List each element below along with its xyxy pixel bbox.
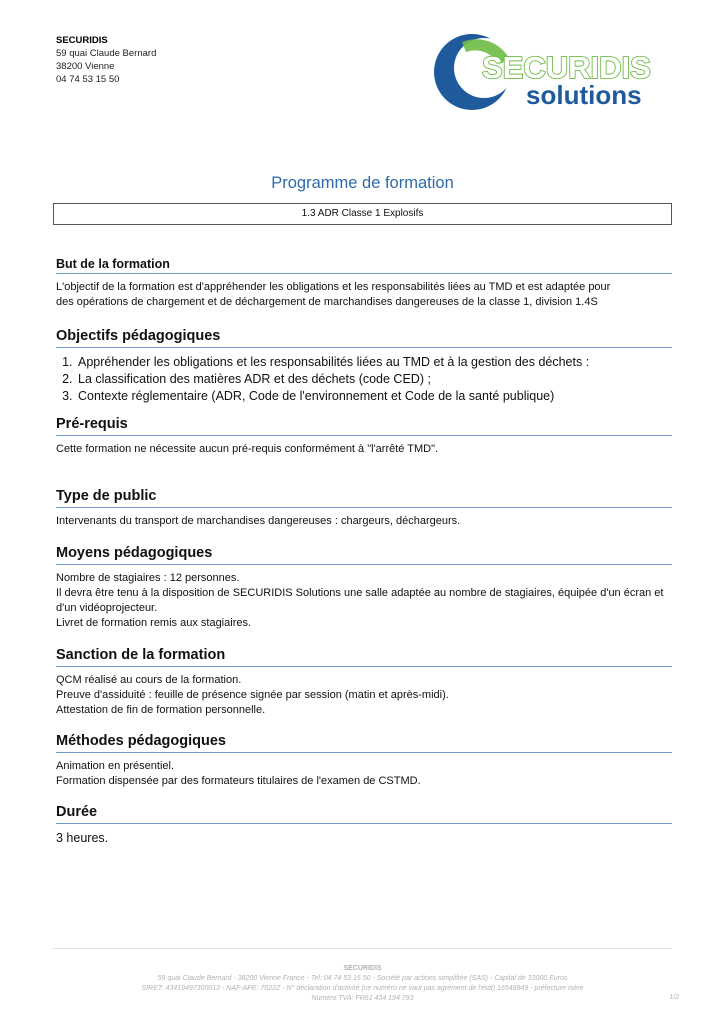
- company-info: [56, 34, 156, 86]
- section-moyens: [56, 544, 672, 631]
- section-heading: Méthodes pédagogiques: [56, 732, 672, 753]
- body-line: QCM réalisé au cours de la formation.: [56, 674, 242, 686]
- footer-divider: [53, 948, 672, 949]
- body-line: Animation en présentiel.: [56, 760, 175, 772]
- section-objectifs: [56, 327, 672, 405]
- footer-company-name: SECURIDIS: [343, 965, 382, 972]
- body-line: Formation dispensée par des formateurs titulaires de l'examen de CSTMD.: [56, 775, 421, 787]
- course-name: 1.3 ADR Classe 1 Explosifs: [53, 203, 672, 225]
- body-line: des opérations de chargement et de déchargement de marchandises dangereuses de la classe 1, division 1.4S: [56, 296, 598, 308]
- section-sanction: [56, 646, 672, 718]
- securidis-logo: [432, 30, 677, 114]
- section-body: [56, 673, 672, 718]
- section-body: [56, 571, 672, 631]
- footer: [0, 964, 725, 1004]
- company-name: SECURIDIS: [56, 35, 108, 46]
- body-line: 3 heures.: [56, 831, 109, 845]
- footer-line: SIRET: 43419497300013 - NAF-APE: 7022Z - N° déclaration d'activité (ce numéro ne vaut pas agrément de l'état) 16548949 - préfecture Isère: [141, 985, 584, 992]
- body-line: L'objectif de la formation est d'appréhender les obligations et les responsabilités liées au TMD et est adaptée pour: [56, 281, 611, 293]
- body-line: Cette formation ne nécessite aucun pré-requis conformément à "l'arrêté TMD".: [56, 443, 439, 455]
- page-number: 1/2: [669, 994, 679, 1001]
- footer-line: Numéro TVA: FR61 434 194 793: [311, 995, 414, 1002]
- section-body: [56, 759, 672, 789]
- body-line: Il devra être tenu à la disposition de SECURIDIS Solutions une salle adaptée au nombre de stagiaires, équipée d'un écran et d'un vidéoprojecteur.: [56, 587, 664, 614]
- body-line: Attestation de fin de formation personnelle.: [56, 704, 266, 716]
- list-item: 2. La classification des matières ADR et des déchets (code CED) ;: [76, 371, 672, 388]
- body-line: Livret de formation remis aux stagiaires.: [56, 617, 252, 629]
- logo-word-securidis: SECURIDIS: [482, 50, 651, 85]
- logo-word-solutions: solutions: [526, 80, 642, 110]
- footer-line: 59 quai Claude Bernard - 38200 Vienne France - Tel: 04 74 53 15 50 - Société par actions simplifiée (SAS) - Capital de 33000 Euros: [157, 975, 568, 982]
- section-heading: But de la formation: [56, 256, 672, 274]
- section-heading: Objectifs pédagogiques: [56, 327, 672, 348]
- company-address: 59 quai Claude Bernard: [56, 48, 157, 59]
- section-public: [56, 487, 672, 529]
- section-heading: Pré-requis: [56, 415, 672, 436]
- section-body: [56, 442, 672, 457]
- section-prerequis: [56, 415, 672, 457]
- section-heading: Sanction de la formation: [56, 646, 672, 667]
- body-line: Intervenants du transport de marchandises dangereuses : chargeurs, déchargeurs.: [56, 515, 461, 527]
- list-item: 3. Contexte réglementaire (ADR, Code de l'environnement et Code de la santé publique): [76, 388, 672, 405]
- section-body: [56, 830, 672, 847]
- section-but: [56, 256, 672, 310]
- section-body: [56, 280, 672, 310]
- section-heading: Durée: [56, 803, 672, 824]
- body-line: Preuve d'assiduité : feuille de présence signée par session (matin et après-midi).: [56, 689, 449, 701]
- section-heading: Moyens pédagogiques: [56, 544, 672, 565]
- section-duree: [56, 803, 672, 847]
- company-city: 38200 Vienne: [56, 61, 115, 72]
- section-methodes: [56, 732, 672, 789]
- body-line: Nombre de stagiaires : 12 personnes.: [56, 572, 240, 584]
- page-title: Programme de formation: [271, 174, 454, 192]
- section-heading: Type de public: [56, 487, 672, 508]
- list-item: 1. Appréhender les obligations et les responsabilités liées au TMD et à la gestion des déchets :: [76, 354, 672, 371]
- company-phone: 04 74 53 15 50: [56, 74, 120, 85]
- section-body: [56, 514, 672, 529]
- objectives-list: [56, 354, 672, 405]
